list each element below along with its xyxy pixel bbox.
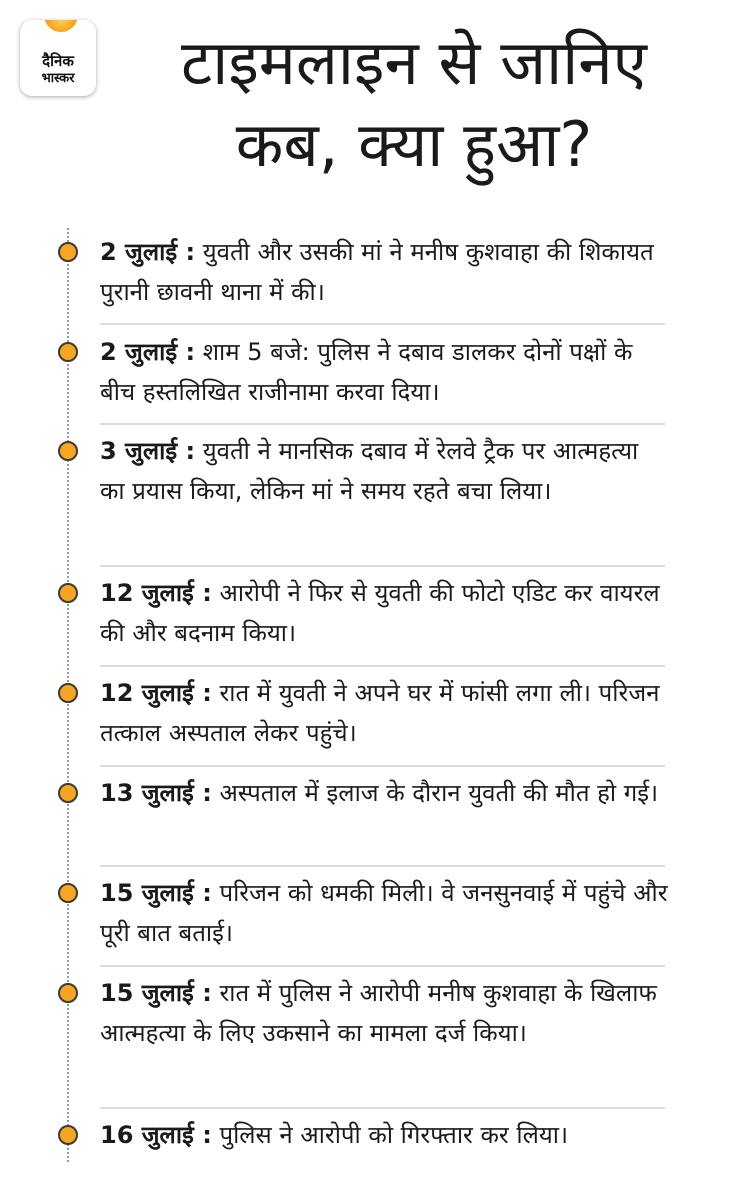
entry-separator [100,965,665,967]
entry-description: आरोपी ने फिर से युवती की फोटो एडिट कर वायरल की और बदनाम किया। [100,579,660,647]
entry-description: रात में पुलिस ने आरोपी मनीष कुशवाहा के खिलाफ आत्महत्या के लिए उकसाने का मामला दर्ज किया। [100,979,657,1047]
entry-description: रात में युवती ने अपने घर में फांसी लगा ली। परिजन तत्काल अस्पताल लेकर पहुंचे। [100,679,660,747]
title-line1: टाइमलाइन से जानिए [181,26,647,99]
logo-text-line1: दैनिक [42,52,74,70]
entry-date: 13 जुलाई : [100,779,212,807]
entry-date: 12 जुलाई : [100,679,212,707]
entry-separator [100,1107,665,1109]
timeline-dot [58,583,78,603]
entry-text [100,573,670,653]
dainik-bhaskar-logo [20,20,96,96]
timeline-dot [58,783,78,803]
entry-date: 12 जुलाई : [100,579,212,607]
entry-text [100,773,670,813]
entry-date: 3 जुलाई : [100,437,196,465]
sun-icon [44,20,78,32]
entry-description: पुलिस ने आरोपी को गिरफ्तार कर लिया। [219,1121,569,1149]
timeline-dot [58,441,78,461]
entry-text [100,873,670,953]
entry-description: युवती ने मानसिक दबाव में रेलवे ट्रैक पर आत्महत्या का प्रयास किया, लेकिन मां ने समय रहते बचा लिया। [100,437,639,505]
entry-separator [100,865,665,867]
entry-description: युवती और उसकी मां ने मनीष कुशवाहा की शिकायत पुरानी छावनी थाना में की। [100,238,654,306]
timeline-dot [58,983,78,1003]
entry-date: 2 जुलाई : [100,238,196,266]
entry-date: 16 जुलाई : [100,1121,212,1149]
page-title [108,22,720,186]
entry-description: शाम 5 बजे: पुलिस ने दबाव डालकर दोनों पक्षों के बीच हस्तलिखित राजीनामा करवा दिया। [100,338,633,406]
entry-separator [100,323,665,325]
entry-text [100,332,670,412]
entry-date: 15 जुलाई : [100,879,212,907]
timeline-dot [58,242,78,262]
entry-description: परिजन को धमकी मिली। वे जनसुनवाई में पहुंचे और पूरी बात बताई। [100,879,668,947]
timeline-dot [58,883,78,903]
entry-text [100,232,670,312]
entry-text [100,673,670,753]
entry-date: 15 जुलाई : [100,979,212,1007]
entry-text [100,1115,670,1155]
entry-separator [100,665,665,667]
entry-text [100,973,670,1053]
timeline-dot [58,683,78,703]
entry-separator [100,565,665,567]
entry-text [100,431,670,511]
timeline-dot [58,342,78,362]
entry-separator [100,423,665,425]
entry-description: अस्पताल में इलाज के दौरान युवती की मौत हो गई। [219,779,659,807]
logo-text-line2: भास्कर [41,71,75,86]
timeline-dot [58,1125,78,1145]
entry-separator [100,765,665,767]
entry-date: 2 जुलाई : [100,338,196,366]
title-line2: कब, क्या हुआ? [235,108,593,181]
